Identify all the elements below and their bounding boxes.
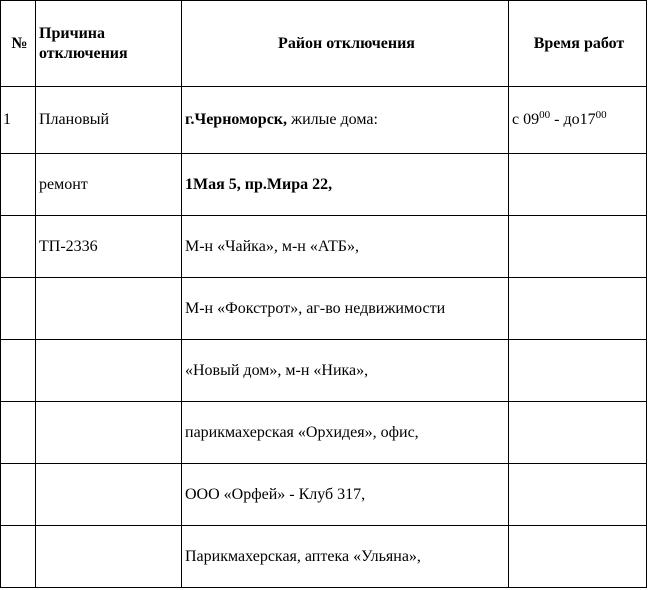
row-time <box>509 464 647 526</box>
header-time: Время работ <box>509 1 647 87</box>
table-row <box>1 526 647 588</box>
table-row <box>1 340 647 402</box>
row-reason: ТП-2336 <box>36 216 182 278</box>
row-reason: Плановый <box>36 87 182 154</box>
row-reason <box>36 278 182 340</box>
row-area: «Новый дом», м-н «Ника», <box>182 340 509 402</box>
time-start-minutes: 00 <box>539 109 551 121</box>
row-area: Парикмахерская, аптека «Ульяна», <box>182 526 509 588</box>
row-area <box>182 87 509 154</box>
time-end-minutes: 00 <box>595 109 607 121</box>
area-city: г.Черноморск, <box>185 111 288 128</box>
row-area: ООО «Орфей» - Клуб 317, <box>182 464 509 526</box>
row-number: 1 <box>1 87 36 154</box>
row-time <box>509 278 647 340</box>
table-row <box>1 216 647 278</box>
table-row <box>1 278 647 340</box>
row-time <box>509 402 647 464</box>
row-number <box>1 526 36 588</box>
row-number <box>1 340 36 402</box>
row-number <box>1 278 36 340</box>
row-time <box>509 340 647 402</box>
area-addresses: 1Мая 5, пр.Мира 22, <box>185 175 333 193</box>
row-reason <box>36 526 182 588</box>
header-number: № <box>1 1 36 87</box>
header-reason: Причина отключения <box>36 1 182 87</box>
row-reason <box>36 464 182 526</box>
row-reason <box>36 340 182 402</box>
area-text: жилые дома: <box>287 111 378 128</box>
row-number <box>1 464 36 526</box>
row-area: М-н «Чайка», м-н «АТБ», <box>182 216 509 278</box>
row-area: парикмахерская «Орхидея», офис, <box>182 402 509 464</box>
row-time <box>509 216 647 278</box>
time-end: - до17 <box>550 111 596 128</box>
row-time <box>509 526 647 588</box>
row-area: М-н «Фокстрот», аг-во недвижимости <box>182 278 509 340</box>
table-row <box>1 87 647 154</box>
row-number <box>1 154 36 216</box>
row-number <box>1 216 36 278</box>
table-row <box>1 402 647 464</box>
table-row <box>1 464 647 526</box>
time-start: с 09 <box>512 111 540 128</box>
table-header-row <box>1 1 647 87</box>
row-area <box>182 154 509 216</box>
row-time <box>509 154 647 216</box>
row-reason: ремонт <box>36 154 182 216</box>
row-time <box>509 87 647 154</box>
row-reason <box>36 402 182 464</box>
row-number <box>1 402 36 464</box>
header-area: Район отключения <box>182 1 509 87</box>
table-row <box>1 154 647 216</box>
